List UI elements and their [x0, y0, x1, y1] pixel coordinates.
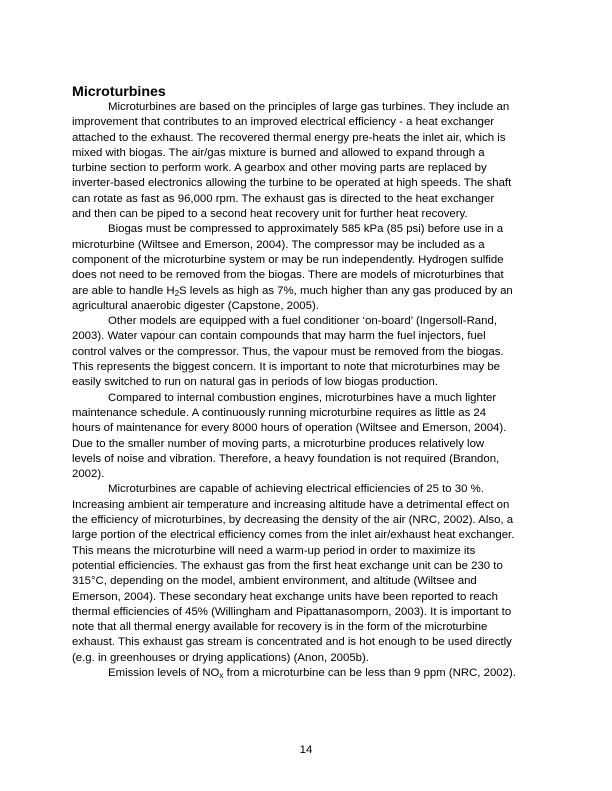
text-line	[72, 498, 544, 513]
text-line	[72, 559, 544, 574]
text-line	[72, 513, 544, 528]
text-line	[72, 544, 544, 559]
text-line-content: exhaust. This exhaust gas stream is concentrated and is hot enough to be used directly	[72, 636, 512, 649]
text-line	[72, 131, 544, 146]
text-line	[72, 146, 544, 161]
text-line-content: improvement that contributes to an improved electrical efficiency - a heat exchanger	[72, 116, 495, 129]
subscript: 2	[174, 288, 180, 298]
text-line	[72, 268, 544, 283]
text-line	[72, 605, 544, 620]
text-line	[72, 482, 544, 497]
text-line-content: Other models are equipped with a fuel conditioner ‘on-board’ (Ingersoll-Rand,	[108, 315, 497, 328]
text-line	[72, 115, 544, 130]
text-line	[72, 467, 544, 482]
text-line	[72, 253, 544, 268]
text-line	[72, 329, 544, 344]
text-line-content: (e.g. in greenhouses or drying applications) (Anon, 2005b).	[72, 651, 369, 664]
text-line-content: easily switched to run on natural gas in periods of low biogas production.	[72, 376, 438, 389]
text-line-content: turbine section to perform work. A gearbox and other moving parts are replaced by	[72, 162, 487, 175]
text-line-content: maintenance schedule. A continuously running microturbine requires as little as 24	[72, 406, 487, 419]
text-line-content: inverter-based electronics allowing the turbine to be operated at high speeds. The shaft	[72, 177, 512, 190]
text-line	[72, 574, 544, 589]
text-line-content: control valves or the compressor. Thus, the vapour must be removed from the biogas.	[72, 345, 504, 358]
text-line-content: agricultural anaerobic digester (Capstone, 2005).	[72, 299, 319, 312]
text-line	[72, 452, 544, 467]
subscript: x	[219, 670, 224, 680]
text-line-content: and then can be piped to a second heat recovery unit for further heat recovery.	[72, 208, 468, 221]
text-line-content: the efficiency of microturbines, by decreasing the density of the air (NRC, 2002). Also, a	[72, 514, 514, 527]
text-line-content: Increasing ambient air temperature and increasing altitude have a detrimental effect on	[72, 498, 510, 511]
text-line-content: does not need to be removed from the biogas. There are models of microturbines that	[72, 269, 504, 282]
text-line-content: This represents the biggest concern. It is important to note that microturbines may be	[72, 361, 500, 374]
text-line	[72, 360, 544, 375]
text-line	[72, 100, 544, 115]
text-line-content: 2002).	[72, 468, 105, 481]
text-line-content: Microturbines are based on the principles of large gas turbines. They include an	[108, 101, 510, 113]
text-line	[72, 635, 544, 650]
page-number: 14	[299, 744, 313, 756]
text-line	[72, 421, 544, 436]
text-line-content: This means the microturbine will need a warm-up period in order to maximize its	[72, 544, 476, 557]
text-line	[72, 207, 544, 222]
text-line-content: Compared to internal combustion engines, microturbines have a much lighter	[108, 391, 497, 404]
text-line-content: from a microturbine can be less than 9 ppm (NRC, 2002).	[223, 666, 516, 679]
text-line	[72, 176, 544, 191]
text-line	[72, 222, 544, 237]
text-line-content: large portion of the electrical efficiency comes from the inlet air/exhaust heat exchanger.	[72, 529, 515, 542]
text-line-content: Emission levels of NO	[108, 666, 220, 679]
text-line	[72, 192, 544, 207]
text-line-content: levels of noise and vibration. Therefore, a heavy foundation is not required (Brandon,	[72, 452, 500, 465]
text-line-content: potential efficiencies. The exhaust gas from the first heat exchange unit can be 230 to	[72, 559, 503, 572]
section-heading: Microturbines	[72, 84, 166, 100]
text-line-content: hours of maintenance for every 8000 hours of operation (Wiltsee and Emerson, 2004).	[72, 422, 507, 435]
text-line-content: are able to handle H	[72, 284, 175, 297]
text-line-content: S levels as high as 7%, much higher than any gas produced by an	[179, 284, 513, 297]
text-line-content: mixed with biogas. The air/gas mixture is burned and allowed to expand through a	[72, 146, 485, 159]
body-text	[72, 100, 544, 681]
text-line	[72, 437, 544, 452]
text-line	[72, 314, 544, 329]
text-line	[72, 528, 544, 543]
text-line	[72, 345, 544, 360]
text-line-content: can rotate as fast as 96,000 rpm. The exhaust gas is directed to the heat exchanger	[72, 192, 495, 205]
text-line-content: microturbine (Wiltsee and Emerson, 2004). The compressor may be included as a	[72, 238, 485, 251]
text-line	[72, 161, 544, 176]
text-line-content: 315°C, depending on the model, ambient environment, and altitude (Wiltsee and	[72, 575, 477, 588]
text-line-content: thermal efficiencies of 45% (Willingham and Pipattanasomporn, 2003). It is important to	[72, 605, 512, 618]
text-line-content: Biogas must be compressed to approximately 585 kPa (85 psi) before use in a	[108, 223, 504, 236]
text-line	[72, 238, 544, 253]
text-line-content: attached to the exhaust. The recovered thermal energy pre-heats the inlet air, which is	[72, 131, 506, 144]
text-line	[72, 284, 544, 299]
text-line	[72, 651, 544, 666]
text-line-content: 2003). Water vapour can contain compounds that may harm the fuel injectors, fuel	[72, 330, 486, 343]
text-line	[72, 666, 544, 681]
text-line	[72, 375, 544, 390]
text-line	[72, 391, 544, 406]
text-line	[72, 590, 544, 605]
text-line-content: Emerson, 2004). These secondary heat exchange units have been reported to reach	[72, 590, 498, 603]
text-line-content: note that all thermal energy available for recovery is in the form of the microturbine	[72, 621, 488, 634]
text-line-content: component of the microturbine system or may be run independently. Hydrogen sulfide	[72, 253, 504, 266]
text-line	[72, 406, 544, 421]
text-line	[72, 299, 544, 314]
text-line	[72, 620, 544, 635]
text-line-content: Microturbines are capable of achieving electrical efficiencies of 25 to 30 %.	[108, 483, 484, 496]
text-line-content: Due to the smaller number of moving parts, a microturbine produces relatively low	[72, 437, 485, 450]
